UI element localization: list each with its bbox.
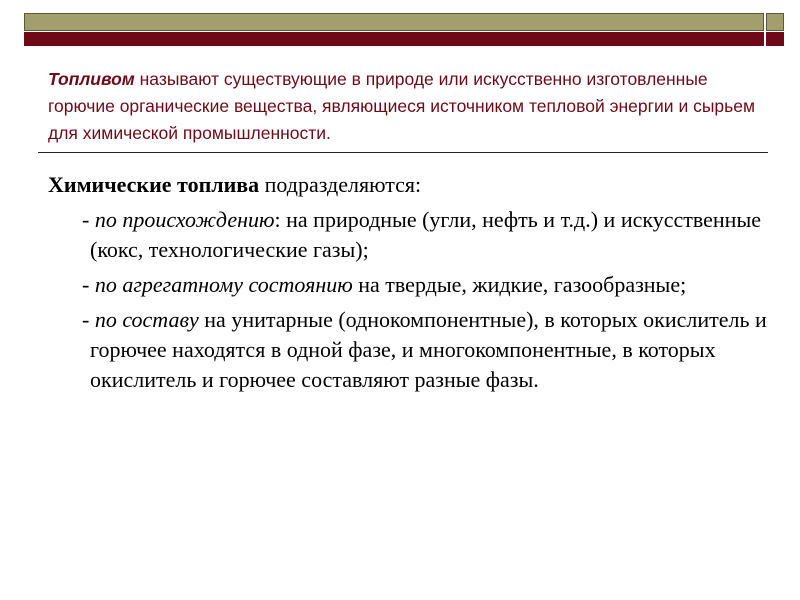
item-dash: - xyxy=(82,272,95,297)
title-divider xyxy=(38,152,768,153)
list-item-state xyxy=(82,270,778,300)
item-text: на унитарные (однокомпонентные), в которых окислитель и горючее находятся в одной фазе, и многокомпонентные, в которых окислитель и горючее составляют разные фазы. xyxy=(90,307,767,392)
list-item-composition xyxy=(82,305,778,395)
intro-rest: подразделяются: xyxy=(259,172,422,197)
item-dash: - xyxy=(82,207,95,232)
item-criterion: по происхождению xyxy=(94,207,275,232)
slide-body xyxy=(48,170,778,400)
header-maroon-square xyxy=(766,32,784,46)
list-item-origin xyxy=(82,205,778,265)
header-olive-bar xyxy=(24,13,764,31)
intro-bold-term: Химические топлива xyxy=(48,172,260,197)
item-text: : на природные (угли, нефть и т.д.) и искусственные (кокс, технологические газы); xyxy=(90,207,762,262)
header-olive-square xyxy=(766,13,784,31)
title-definition: называют существующие в природе или искусственно изготовленные горючие органические вещества, являющиеся источником тепловой энергии и сырьем для химической промышленности. xyxy=(48,69,756,143)
slide-title xyxy=(48,66,768,147)
item-criterion: по составу xyxy=(94,307,199,332)
item-text: на твердые, жидкие, газообразные; xyxy=(352,272,687,297)
header-maroon-bar xyxy=(24,32,764,46)
body-intro xyxy=(48,170,778,200)
item-criterion: по агрегатному состоянию xyxy=(94,272,353,297)
item-dash: - xyxy=(82,307,95,332)
title-lead-term: Топливом xyxy=(48,69,135,89)
